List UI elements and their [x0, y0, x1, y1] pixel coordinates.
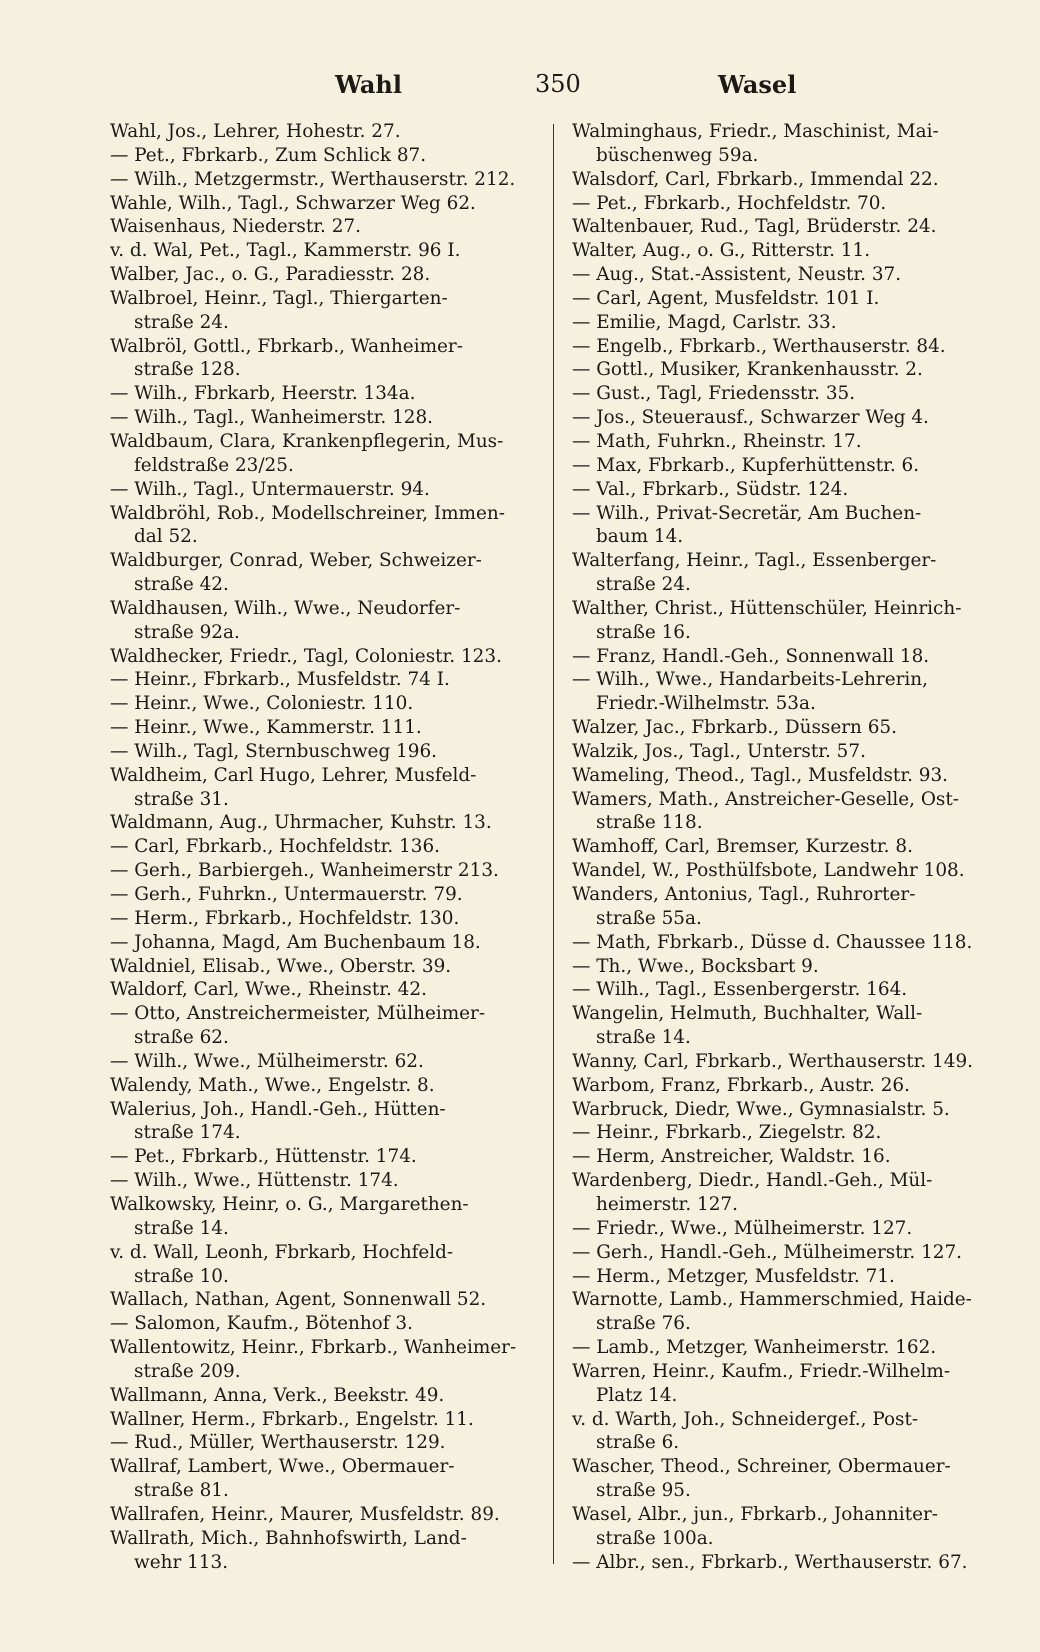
directory-entry-continuation: baum 14. [596, 526, 684, 548]
directory-entry: Waldhausen, Wilh., Wwe., Neudorfer- [110, 597, 461, 619]
directory-entry: Wallner, Herm., Fbrkarb., Engelstr. 11. [110, 1408, 474, 1430]
running-head [0, 70, 1040, 106]
directory-entry: Waisenhaus, Niederstr. 27. [110, 216, 361, 238]
directory-entry: Walzer, Jac., Fbrkarb., Düssern 65. [572, 717, 897, 739]
directory-entry: — Carl, Fbrkarb., Hochfeldstr. 136. [110, 836, 441, 858]
directory-entry: Waltenbauer, Rud., Tagl, Brüderstr. 24. [572, 216, 937, 238]
directory-entry: — Heinr., Wwe., Coloniestr. 110. [110, 693, 414, 715]
directory-entry-continuation: straße 174. [134, 1122, 241, 1144]
directory-entry: — Gerh., Barbiergeh., Wanheimerstr 213. [110, 860, 499, 882]
directory-entry: — Wilh., Tagl., Wanheimerstr. 128. [110, 407, 434, 429]
directory-entry-continuation: straße 14. [134, 1217, 229, 1239]
directory-entry: Walendy, Math., Wwe., Engelstr. 8. [110, 1074, 435, 1096]
directory-entry: Warnotte, Lamb., Hammerschmied, Haide- [572, 1289, 972, 1311]
directory-entry: Walbroel, Heinr., Tagl., Thiergarten- [110, 287, 448, 309]
directory-entry: — Wilh., Wwe., Handarbeits-Lehrerin, [572, 669, 928, 691]
directory-entry: — Herm., Metzger, Musfeldstr. 71. [572, 1265, 895, 1287]
directory-entry: Wahl, Jos., Lehrer, Hohestr. 27. [110, 121, 401, 142]
directory-entry: — Wilh., Wwe., Hüttenstr. 174. [110, 1170, 399, 1192]
directory-entry: — Wilh., Tagl., Untermauerstr. 94. [110, 478, 430, 500]
directory-entry: — Herm, Anstreicher, Waldstr. 16. [572, 1146, 891, 1168]
page-number: 350 [535, 70, 581, 98]
directory-entry: Walterfang, Heinr., Tagl., Essenberger- [572, 550, 937, 572]
directory-entry: Walber, Jac., o. G., Paradiesstr. 28. [110, 264, 431, 286]
directory-entry: — Carl, Agent, Musfeldstr. 101 I. [572, 287, 880, 309]
directory-entry: — Wilh., Tagl, Sternbuschweg 196. [110, 740, 438, 762]
directory-entry-continuation: straße 6. [596, 1432, 680, 1454]
directory-entry: — Friedr., Wwe., Mülheimerstr. 127. [572, 1217, 913, 1239]
directory-entry-continuation: straße 16. [596, 621, 691, 643]
directory-entry: Wallrath, Mich., Bahnhofswirth, Land- [110, 1527, 467, 1549]
directory-entry: Wallentowitz, Heinr., Fbrkarb., Wanheimer- [110, 1337, 517, 1359]
directory-entry-continuation: straße 76. [596, 1313, 691, 1335]
directory-entry: — Th., Wwe., Bocksbart 9. [572, 955, 819, 977]
directory-entry: — Wilh., Metzgermstr., Werthauserstr. 212. [110, 168, 516, 190]
directory-entry: Warbruck, Diedr, Wwe., Gymnasialstr. 5. [572, 1098, 950, 1120]
directory-entry: Waldbaum, Clara, Krankenpflegerin, Mus- [110, 430, 504, 452]
directory-entry: — Gust., Tagl, Friedensstr. 35. [572, 383, 856, 405]
directory-entry: v. d. Wall, Leonh, Fbrkarb, Hochfeld- [110, 1241, 454, 1263]
directory-entry: — Franz, Handl.-Geh., Sonnenwall 18. [572, 645, 930, 667]
directory-entry: — Gerh., Handl.-Geh., Mülheimerstr. 127. [572, 1241, 963, 1263]
directory-entry: Wallmann, Anna, Verk., Beekstr. 49. [110, 1384, 445, 1406]
directory-entry: Wallraf, Lambert, Wwe., Obermauer- [110, 1456, 455, 1478]
directory-entry: — Wilh., Privat-Secretär, Am Buchen- [572, 502, 922, 524]
directory-entry-continuation: straße 31. [134, 788, 229, 810]
directory-entry: — Max, Fbrkarb., Kupferhüttenstr. 6. [572, 454, 920, 476]
directory-entry-continuation: feldstraße 23/25. [134, 454, 294, 476]
directory-entry: — Albr., sen., Fbrkarb., Werthauserstr. 67. [572, 1551, 968, 1573]
directory-entry: Wahle, Wilh., Tagl., Schwarzer Weg 62. [110, 192, 476, 214]
directory-entry: Waldmann, Aug., Uhrmacher, Kuhstr. 13. [110, 812, 492, 834]
directory-entry: — Herm., Fbrkarb., Hochfeldstr. 130. [110, 907, 460, 929]
directory-entry-continuation: straße 209. [134, 1360, 241, 1382]
directory-entry-continuation: straße 24. [134, 311, 229, 333]
directory-entry-continuation: büschenweg 59a. [596, 144, 759, 166]
directory-entry: v. d. Wal, Pet., Tagl., Kammerstr. 96 I. [110, 240, 461, 262]
directory-entry: Warbom, Franz, Fbrkarb., Austr. 26. [572, 1074, 910, 1096]
directory-entry-continuation: Platz 14. [596, 1384, 678, 1406]
directory-entry: — Heinr., Fbrkarb., Ziegelstr. 82. [572, 1122, 882, 1144]
directory-entry: — Gottl., Musiker, Krankenhausstr. 2. [572, 359, 923, 381]
directory-entry: — Emilie, Magd, Carlstr. 33. [572, 311, 837, 333]
directory-entry: Walerius, Joh., Handl.-Geh., Hütten- [110, 1098, 446, 1120]
directory-entry: Waldburger, Conrad, Weber, Schweizer- [110, 550, 482, 572]
directory-entry-continuation: straße 10. [134, 1265, 229, 1287]
directory-entry-continuation: heimerstr. 127. [596, 1193, 738, 1215]
directory-entry: — Jos., Steuerausf., Schwarzer Weg 4. [572, 407, 929, 429]
directory-entry-continuation: straße 95. [596, 1480, 691, 1502]
directory-entry: Waldorf, Carl, Wwe., Rheinstr. 42. [110, 979, 427, 1001]
directory-entry: — Otto, Anstreichermeister, Mülheimer- [110, 1003, 486, 1025]
directory-entry-continuation: straße 92a. [134, 621, 240, 643]
directory-entry: — Math, Fbrkarb., Düsse d. Chaussee 118. [572, 931, 973, 953]
directory-entry: Walter, Aug., o. G., Ritterstr. 11. [572, 240, 871, 262]
directory-entry: — Rud., Müller, Werthauserstr. 129. [110, 1432, 446, 1454]
directory-entry-continuation: straße 55a. [596, 907, 702, 929]
directory-entry: — Salomon, Kaufm., Bötenhof 3. [110, 1313, 413, 1335]
directory-entry: — Heinr., Wwe., Kammerstr. 111. [110, 717, 422, 739]
directory-entry: — Pet., Fbrkarb., Zum Schlick 87. [110, 144, 427, 166]
column-divider [553, 124, 554, 1564]
directory-entry: — Engelb., Fbrkarb., Werthauserstr. 84. [572, 335, 946, 357]
directory-entry: Walther, Christ., Hüttenschüler, Heinrich- [572, 597, 962, 619]
directory-entry: Wamers, Math., Anstreicher-Geselle, Ost- [572, 788, 959, 810]
directory-entry-continuation: straße 118. [596, 812, 703, 834]
directory-entry: — Pet., Fbrkarb., Hüttenstr. 174. [110, 1146, 417, 1168]
directory-entry-continuation: straße 14. [596, 1027, 691, 1049]
directory-entry: Wanny, Carl, Fbrkarb., Werthauserstr. 149. [572, 1050, 973, 1072]
directory-entry: Waldbröhl, Rob., Modellschreiner, Immen- [110, 502, 505, 524]
directory-entry-continuation: straße 42. [134, 574, 229, 596]
directory-entry: Warren, Heinr., Kaufm., Friedr.-Wilhelm- [572, 1360, 951, 1382]
directory-entry: Waldheim, Carl Hugo, Lehrer, Musfeld- [110, 764, 477, 786]
directory-entry: Wardenberg, Diedr., Handl.-Geh., Mül- [572, 1170, 933, 1192]
header-left-keyword: Wahl [335, 70, 402, 99]
directory-entry: Walsdorf, Carl, Fbrkarb., Immendal 22. [572, 168, 939, 190]
directory-entry: Wangelin, Helmuth, Buchhalter, Wall- [572, 1003, 923, 1025]
directory-entry: — Wilh., Tagl., Essenbergerstr. 164. [572, 979, 908, 1001]
directory-entry-continuation: straße 81. [134, 1480, 229, 1502]
directory-entry: Waldhecker, Friedr., Tagl, Coloniestr. 123. [110, 645, 502, 667]
directory-entry: — Pet., Fbrkarb., Hochfeldstr. 70. [572, 192, 887, 214]
directory-entry: Wandel, W., Posthülfsbote, Landwehr 108. [572, 860, 965, 882]
directory-entry: — Aug., Stat.-Assistent, Neustr. 37. [572, 264, 902, 286]
directory-entry: — Lamb., Metzger, Wanheimerstr. 162. [572, 1337, 937, 1359]
directory-entry: — Val., Fbrkarb., Südstr. 124. [572, 478, 849, 500]
directory-entry: — Johanna, Magd, Am Buchenbaum 18. [110, 931, 481, 953]
directory-entry: — Wilh., Fbrkarb, Heerstr. 134a. [110, 383, 416, 405]
directory-entry: Waldniel, Elisab., Wwe., Oberstr. 39. [110, 955, 452, 977]
directory-entry: Walbröl, Gottl., Fbrkarb., Wanheimer- [110, 335, 463, 357]
header-right-keyword: Wasel [718, 70, 797, 99]
directory-entry: Walkowsky, Heinr, o. G., Margarethen- [110, 1193, 469, 1215]
directory-entry: Wallach, Nathan, Agent, Sonnenwall 52. [110, 1289, 487, 1311]
directory-entry: Wamhoff, Carl, Bremser, Kurzestr. 8. [572, 836, 913, 858]
directory-entry-continuation: wehr 113. [134, 1551, 229, 1573]
directory-entry-continuation: straße 128. [134, 359, 241, 381]
directory-entry-continuation: straße 24. [596, 574, 691, 596]
directory-entry: Walzik, Jos., Tagl., Unterstr. 57. [572, 740, 866, 762]
directory-entry: v. d. Warth, Joh., Schneidergef., Post- [572, 1408, 919, 1430]
directory-entry: — Heinr., Fbrkarb., Musfeldstr. 74 I. [110, 669, 450, 691]
directory-entry: Wallrafen, Heinr., Maurer, Musfeldstr. 89. [110, 1503, 500, 1525]
directory-entry: Walminghaus, Friedr., Maschinist, Mai- [572, 121, 939, 142]
directory-entry: Wanders, Antonius, Tagl., Ruhrorter- [572, 884, 916, 905]
directory-entry-continuation: straße 100a. [596, 1527, 714, 1549]
directory-entry-continuation: Friedr.-Wilhelmstr. 53a. [596, 693, 816, 715]
directory-entry: Wameling, Theod., Tagl., Musfeldstr. 93. [572, 764, 949, 786]
directory-entry: — Gerh., Fuhrkn., Untermauerstr. 79. [110, 884, 463, 905]
directory-entry-continuation: dal 52. [134, 526, 198, 548]
right-column [572, 120, 1004, 1574]
directory-entry: — Math, Fuhrkn., Rheinstr. 17. [572, 430, 862, 452]
directory-entry: Wascher, Theod., Schreiner, Obermauer- [572, 1456, 951, 1478]
directory-entry: Wasel, Albr., jun., Fbrkarb., Johanniter- [572, 1503, 938, 1525]
left-column [110, 120, 538, 1574]
directory-entry: — Wilh., Wwe., Mülheimerstr. 62. [110, 1050, 424, 1072]
directory-entry-continuation: straße 62. [134, 1027, 229, 1049]
